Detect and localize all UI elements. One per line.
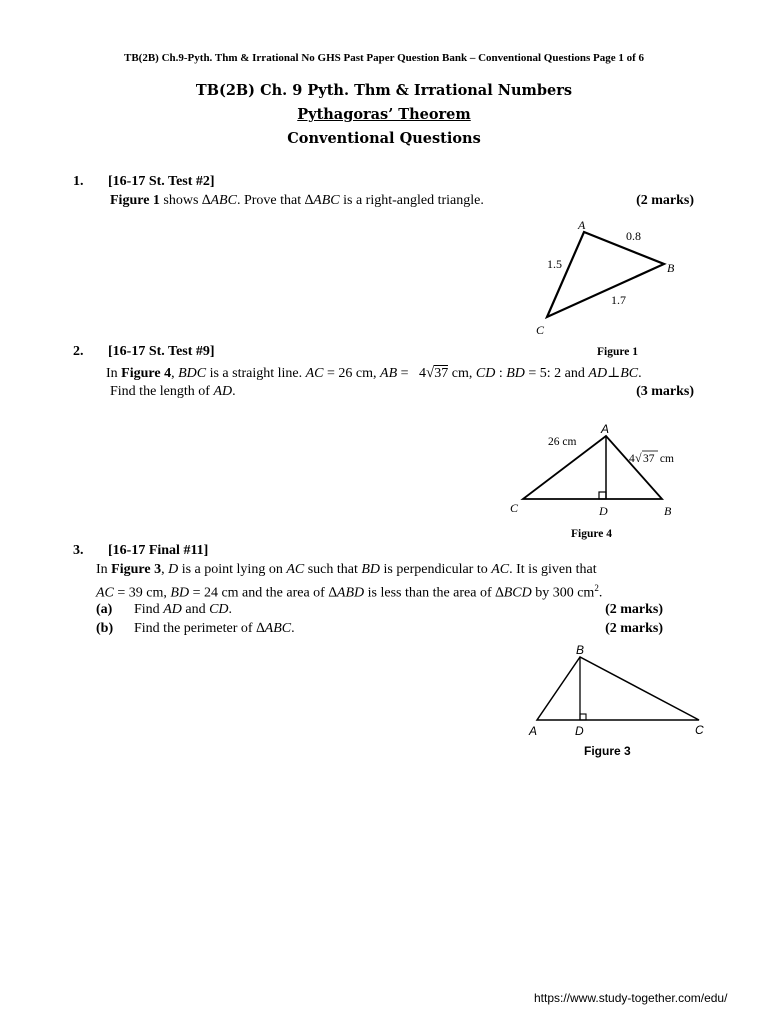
question-2-text-line-2: Find the length of AD. [110,384,236,399]
question-3-part-b-marks: (2 marks) [605,621,663,636]
section-heading: Conventional Questions [287,130,481,147]
figure-1-side-ac: 1.5 [547,257,562,271]
figure-3-label-c: C [695,723,704,737]
question-1-text: Figure 1 shows ∆ABC. Prove that ∆ABC is a right-angled triangle. [110,193,484,208]
figure-4-label-c: C [510,501,519,515]
figure-4-side-ab-coef: 4 [629,453,635,465]
figure-1-label-c: C [536,323,545,337]
figure-4-sqrt-sign: √ [635,451,642,465]
footer-url[interactable]: https://www.study-together.com/edu/ [534,991,728,1005]
sqrt-37: √37 [426,365,449,381]
document-title: TB(2B) Ch. 9 Pyth. Thm & Irrational Numbers [195,82,573,99]
figure-4-label-d: D [599,504,608,518]
figure-1-caption: Figure 1 [597,346,638,358]
figure-4-side-ab-rad: 37 [643,453,655,465]
question-3-text-line-1: In Figure 3, D is a point lying on AC such that BD is perpendicular to AC. It is given that [96,562,597,577]
question-3-text-line-2: AC = 39 cm, BD = 24 cm and the area of ∆ABD is less than the area of ∆BCD by 300 $cm^2$. [96,583,603,601]
figure-4-caption: Figure 4 [571,528,612,540]
question-1-number: 1. [73,174,84,189]
figure-3-label-a: A [529,724,538,738]
figure-1-label-b: B [667,261,675,275]
triangle-abc-outline [537,657,699,720]
figure-4-side-ab-unit: cm [657,453,674,465]
question-3-part-a-text: Find AD and CD. [134,602,233,617]
question-3-part-b-text: Find the perimeter of ∆ABC. [134,621,295,636]
question-2-number: 2. [73,344,84,359]
question-1-source: [16-17 St. Test #2] [108,174,215,189]
question-2-text-line-1: In Figure 4, BDC is a straight line. AC = 26 cm, AB = 4√37 cm, CD : BD = 5: 2 and AD⊥BC. [106,365,642,381]
figure-1-label-a: A [578,218,586,232]
topic-heading: Pythagoras’ Theorem [297,106,471,123]
question-3-part-b-label: (b) [96,621,114,636]
figure-1-side-bc: 1.7 [611,293,626,307]
question-3-part-a-marks: (2 marks) [605,602,663,617]
figure-3-caption: Figure 3 [584,744,631,758]
figure-3-label-b: B [576,643,585,657]
question-2-marks: (3 marks) [636,384,694,399]
question-3-part-a-label: (a) [96,602,113,617]
question-3-source: [16-17 Final #11] [108,543,209,558]
figure-3-label-d: D [575,724,584,738]
question-1-marks: (2 marks) [636,193,694,208]
right-angle-marker [580,714,586,720]
figure-4-side-ac: 26 cm [548,436,577,448]
figure-4-label-a: A [601,422,610,436]
figure-1-side-ab: 0.8 [626,229,641,243]
question-3-number: 3. [73,543,84,558]
question-2-source: [16-17 St. Test #9] [108,344,215,359]
page-header: TB(2B) Ch.9-Pyth. Thm & Irrational No GHS Past Paper Question Bank – Conventional Questions Page 1 of 6 [124,52,644,64]
figure-4-label-b: B [664,504,672,518]
